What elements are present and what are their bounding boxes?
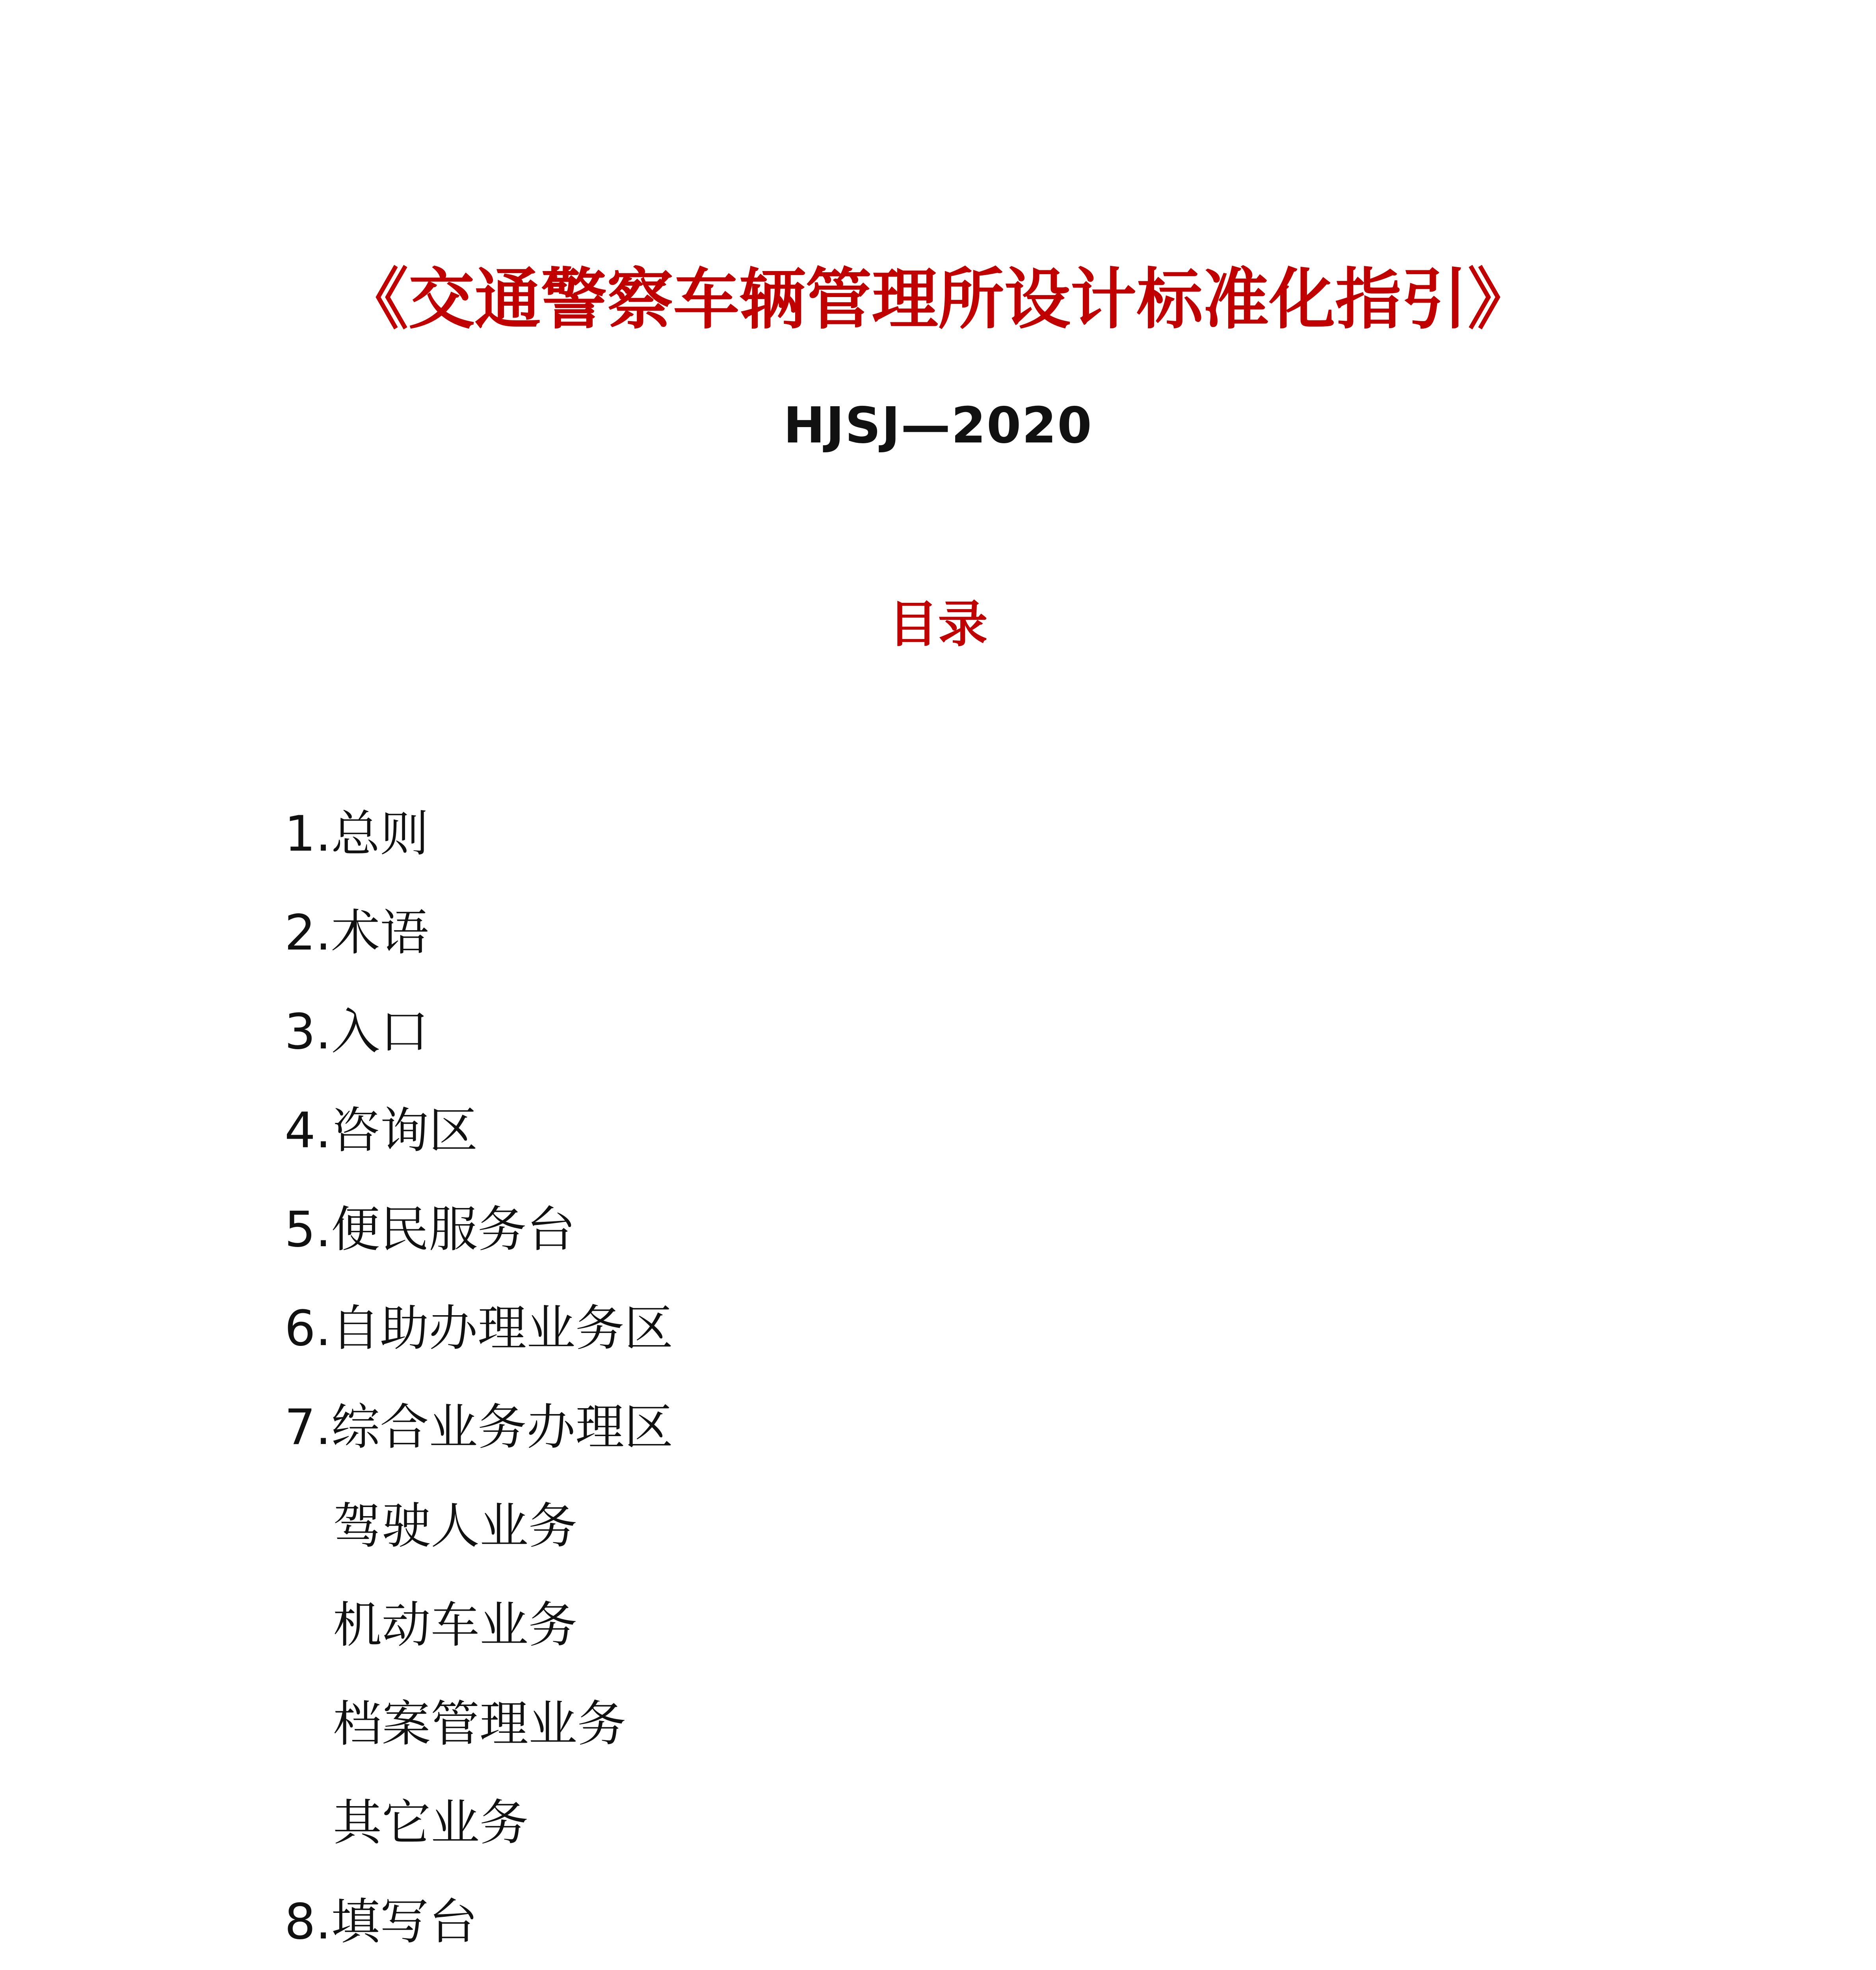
toc-item: 7.综合业务办理区 — [284, 1399, 673, 1456]
document-code: HJSJ—2020 — [783, 396, 1093, 454]
toc-subitem: 档案管理业务 — [333, 1696, 627, 1753]
toc-item: 3.入口 — [284, 1004, 429, 1060]
toc-item: 6.自助办理业务区 — [284, 1300, 673, 1357]
toc-item: 2.术语 — [284, 905, 429, 961]
toc-item: 8.填写台 — [284, 1894, 478, 1950]
toc-heading: 目录 — [888, 595, 988, 653]
toc-subitem: 机动车业务 — [333, 1597, 578, 1654]
toc-item: 1.总则 — [284, 806, 429, 862]
toc-item: 4.咨询区 — [284, 1102, 478, 1159]
toc-subitem: 驾驶人业务 — [333, 1498, 578, 1555]
toc-item: 5.便民服务台 — [284, 1201, 576, 1258]
toc-subitem: 其它业务 — [333, 1795, 529, 1851]
document-title: 《交通警察车辆管理所设计标准化指引》 — [342, 261, 1534, 338]
table-of-contents — [284, 785, 997, 1970]
